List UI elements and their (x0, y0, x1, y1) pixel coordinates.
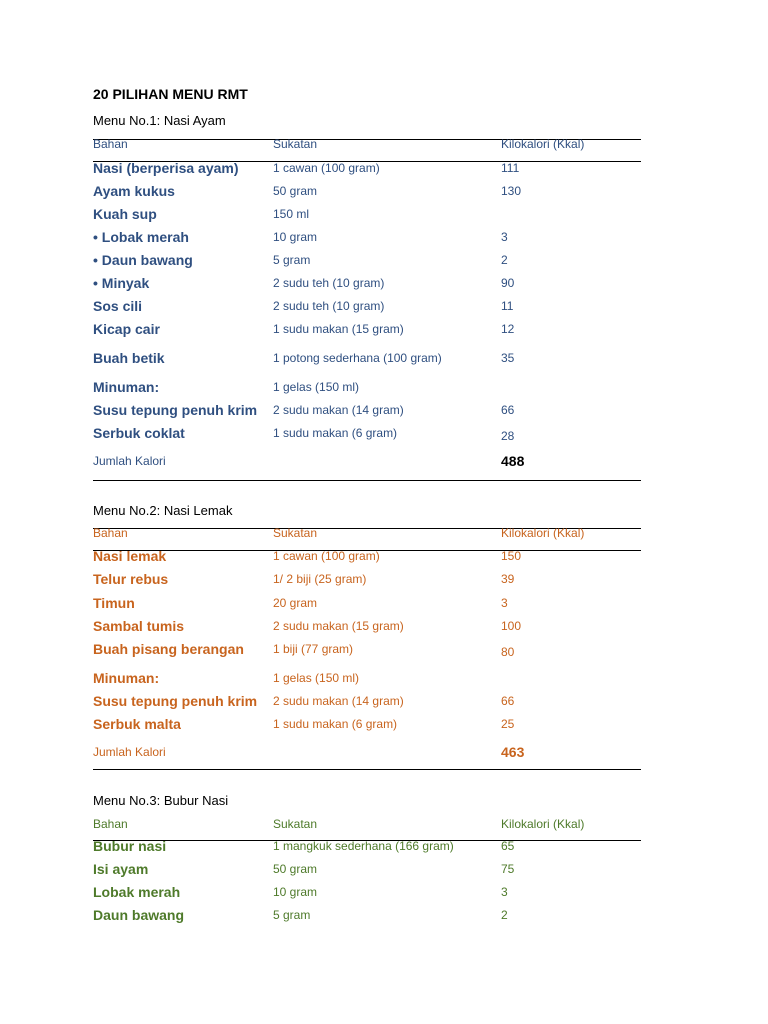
total-label: Jumlah Kalori (93, 745, 166, 759)
table-row: Kuah sup 150 ml (93, 206, 310, 222)
table-row: Susu tepung penuh krim 2 sudu makan (14 gram) 66 (93, 402, 515, 418)
table-row: • Daun bawang 5 gram 2 (93, 252, 508, 268)
header-sukatan: Sukatan (273, 526, 318, 540)
table-row: Lobak merah 10 gram 3 (93, 884, 508, 900)
table-row: Minuman: 1 gelas (150 ml) (93, 670, 360, 686)
header-kilokalori: Kilokalori (Kkal) (501, 817, 585, 831)
table-row: Telur rebus 1/ 2 biji (25 gram) 39 (93, 571, 515, 587)
total-value: 488 (501, 453, 525, 469)
table-row: Daun bawang 5 gram 2 (93, 907, 508, 923)
table-row: Buah pisang berangan 1 biji (77 gram) 80 (93, 641, 515, 659)
header-kilokalori: Kilokalori (Kkal) (501, 137, 585, 151)
header-bahan: Bahan (93, 817, 128, 831)
table-row: Sos cili 2 sudu teh (10 gram) 11 (93, 298, 514, 314)
header-sukatan: Sukatan (273, 137, 318, 151)
table-row: Isi ayam 50 gram 75 (93, 861, 515, 877)
table-row: Minuman: 1 gelas (150 ml) (93, 379, 360, 395)
total-row (93, 742, 641, 762)
menu-title: Menu No.1: Nasi Ayam (93, 113, 226, 128)
menu-title: Menu No.2: Nasi Lemak (93, 503, 233, 518)
table-header (93, 523, 641, 543)
table-row: Serbuk malta 1 sudu makan (6 gram) 25 (93, 716, 515, 732)
total-label: Jumlah Kalori (93, 454, 166, 468)
table-row: Serbuk coklat 1 sudu makan (6 gram) 28 (93, 425, 515, 443)
table-row: Susu tepung penuh krim 2 sudu makan (14 gram) 66 (93, 693, 515, 709)
table-row: • Lobak merah 10 gram 3 (93, 229, 508, 245)
table-bottom-rule (93, 769, 641, 770)
table-row: Timun 20 gram 3 (93, 595, 508, 611)
table-header (93, 134, 641, 154)
table-row: Ayam kukus 50 gram 130 (93, 183, 522, 199)
table-row: Kicap cair 1 sudu makan (15 gram) 12 (93, 321, 515, 337)
table-header (93, 814, 641, 834)
header-kilokalori: Kilokalori (Kkal) (501, 526, 585, 540)
header-bahan: Bahan (93, 526, 128, 540)
document-title: 20 PILIHAN MENU RMT (93, 86, 248, 102)
header-sukatan: Sukatan (273, 817, 318, 831)
table-row: Buah betik 1 potong sederhana (100 gram) 35 (93, 350, 515, 366)
table-bottom-rule (93, 480, 641, 481)
table-row: Sambal tumis 2 sudu makan (15 gram) 100 (93, 618, 522, 634)
table-row: Nasi (berperisa ayam) 1 cawan (100 gram) 111 (93, 160, 520, 176)
table-row: Nasi lemak 1 cawan (100 gram) 150 (93, 548, 522, 564)
table-row: • Minyak 2 sudu teh (10 gram) 90 (93, 275, 515, 291)
menu-title: Menu No.3: Bubur Nasi (93, 793, 229, 808)
table-row: Bubur nasi 1 mangkuk sederhana (166 gram) 65 (93, 838, 515, 854)
total-value: 463 (501, 744, 525, 760)
header-bahan: Bahan (93, 137, 128, 151)
total-row (93, 451, 641, 471)
